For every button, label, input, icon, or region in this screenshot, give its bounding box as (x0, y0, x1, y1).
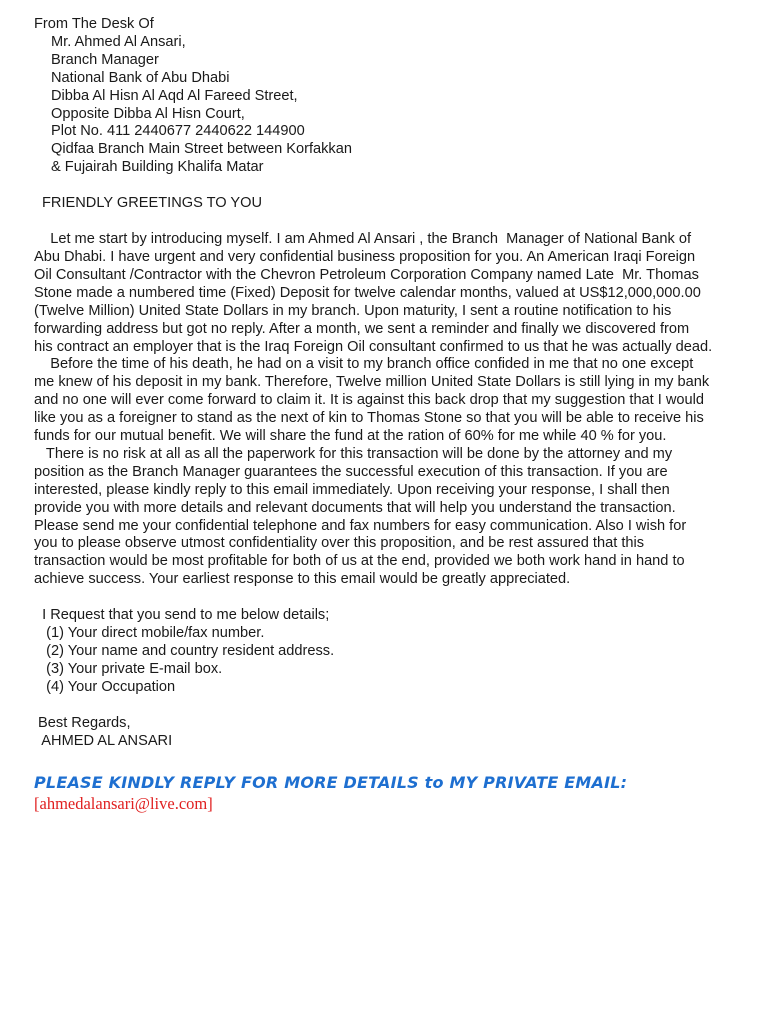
address-line: & Fujairah Building Khalifa Matar (51, 159, 264, 176)
request-item: (3) Your private E-mail box. (34, 660, 223, 677)
sender-bank: National Bank of Abu Dhabi (51, 69, 230, 86)
body-line: provide you with more details and relevant documents that will help you understand the transaction. (34, 499, 676, 516)
body-line: Stone made a numbered time (Fixed) Deposit for twelve calendar months, valued at US$12,000,000.00 (34, 284, 701, 301)
body-line: and no one will ever come forward to claim it. It is against this back drop that my suggestion that I would (34, 392, 705, 409)
requests-list (34, 607, 734, 697)
greeting: FRIENDLY GREETINGS TO YOU (42, 195, 263, 212)
address-line: Qidfaa Branch Main Street between Korfakkan (51, 141, 352, 158)
body-line: (Twelve Million) United State Dollars in my branch. Upon maturity, I sent a routine notification to his (34, 302, 672, 319)
request-item: (1) Your direct mobile/fax number. (34, 625, 265, 642)
body-line: interested, please kindly reply to this email immediately. Upon receiving your response, I shall then (34, 481, 670, 498)
request-item: (4) Your Occupation (34, 678, 176, 695)
requests-intro: I Request that you send to me below details; (34, 607, 330, 624)
address-line: Opposite Dibba Al Hisn Court, (51, 105, 245, 122)
body-line: Please send me your confidential telephone and fax numbers for easy communication. Also I wish for (34, 517, 687, 534)
body-line: achieve success. Your earliest response to this email would be greatly appreciated. (34, 571, 571, 588)
body-line: There is no risk at all as all the paperwork for this transaction will be done by the attorney and my (34, 445, 673, 462)
body-line: funds for our mutual benefit. We will share the fund at the ration of 60% for me while 40 % for you. (34, 428, 667, 445)
closing (34, 715, 734, 751)
request-item: (2) Your name and country resident address. (34, 643, 335, 659)
body-line: forwarding address but got no reply. After a month, we sent a reminder and finally we discovered from (34, 320, 690, 337)
body-line: me knew of his deposit in my bank. Therefore, Twelve million United State Dollars is still lying in my bank (34, 374, 710, 391)
reply-call-to-action: PLEASE KINDLY REPLY FOR MORE DETAILS to MY PRIVATE EMAIL: (34, 772, 628, 792)
letter-header (34, 16, 734, 177)
body-line: Let me start by introducing myself. I am Ahmed Al Ansari , the Branch Manager of National Bank of (34, 231, 692, 248)
signature-name: AHMED AL ANSARI (34, 732, 173, 749)
address-line: Plot No. 411 2440677 2440622 144900 (51, 123, 305, 140)
body-line: Abu Dhabi. I have urgent and very confidential business proposition for you. An American Iraqi Foreign (34, 248, 696, 265)
letter-body (34, 231, 734, 589)
body-line: his contract an employer that is the Iraq Foreign Oil consultant confirmed to us that he was actually dead. (34, 338, 713, 355)
private-email-link[interactable]: [ahmedalansari@live.com] (34, 793, 213, 813)
sender-name: Mr. Ahmed Al Ansari, (51, 33, 186, 50)
body-line: transaction would be most profitable for both of us at the end, provided we both work hand in hand to (34, 553, 685, 570)
address-line: Dibba Al Hisn Al Aqd Al Fareed Street, (51, 87, 298, 104)
sender-title: Branch Manager (51, 51, 159, 68)
body-line: Before the time of his death, he had on a visit to my branch office confided in me that no one except (34, 356, 694, 373)
body-line: like you as a foreigner to stand as the next of kin to Thomas Stone so that you will be able to receive his (34, 410, 704, 427)
body-line: Oil Consultant /Contractor with the Chevron Petroleum Corporation Company named Late Mr. Thomas (34, 266, 699, 283)
from-line: From The Desk Of (34, 16, 154, 32)
closing-regards: Best Regards, (34, 714, 131, 731)
body-line: you to please observe utmost confidentiality over this proposition, and be rest assured that this (34, 535, 645, 552)
body-line: position as the Branch Manager guarantees the successful execution of this transaction. If you are (34, 463, 668, 480)
